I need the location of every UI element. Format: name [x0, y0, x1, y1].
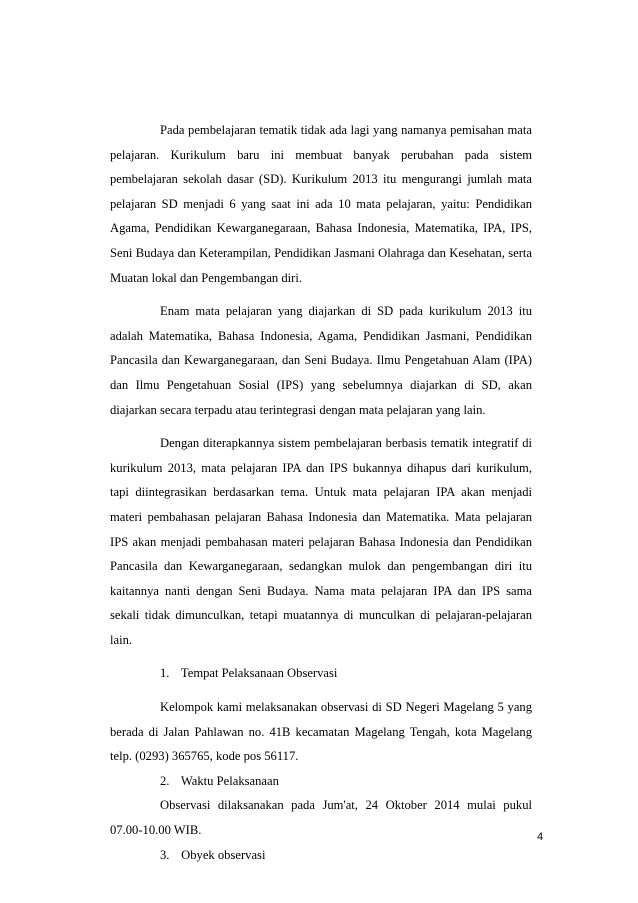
list-number: 1.: [160, 666, 170, 681]
paragraph-time: Observasi dilaksanakan pada Jum'at, 24 Oktober 2014 mulai pukul 07.00-10.00 WIB.: [110, 798, 532, 838]
list-number: 3.: [160, 847, 170, 862]
list-item-object: [110, 843, 532, 868]
paragraph-thematic-learning: Pada pembelajaran tematik tidak ada lagi yang namanya pemisahan mata pelajaran. Kurikulum baru ini membuat banyak perubahan pada sistem pembelajaran sekolah dasar (SD). Kurikulum 2013 itu mengurangi jumlah mata pelajaran SD menjadi 6 yang saat ini ada 10 mata pelajaran, yaitu: Pendidikan Agama, Pendidikan Kewarganegaraan, Bahasa Indonesia, Matematika, IPA, IPS, Seni Budaya dan Keterampilan, Pendidikan Jasmani Olahraga dan Kesehatan, serta Muatan lokal dan Pengembangan diri.: [110, 123, 532, 285]
paragraph-integration: Dengan diterapkannya sistem pembelajaran berbasis tematik integratif di kurikulum 2013, mata pelajaran IPA dan IPS bukannya dihapus dari kurikulum, tapi diintegrasikan berdasarkan tema. Untuk mata pelajaran IPA akan menjadi materi pembahasan pelajaran Bahasa Indonesia dan Matematika. Mata pelajaran IPS akan menjadi pembahasan materi pelajaran Bahasa Indonesia dan Pendidikan Pancasila dan Kewarganegaraan, sedangkan mulok dan pengembangan diri itu kaitannya nanti dengan Seni Budaya. Nama mata pelajaran IPA dan IPS sama sekali tidak dimunculkan, tetapi muatannya di munculkan di pelajaran-pelajaran lain.: [110, 436, 532, 647]
list-number: 2.: [160, 773, 170, 788]
list-item-label: Obyek observasi: [181, 847, 266, 862]
page-number: 4: [537, 831, 544, 843]
list-item-label: Waktu Pelaksanaan: [180, 773, 279, 788]
page-content: [110, 118, 532, 867]
list-item-location: [110, 661, 532, 686]
paragraph-six-subjects: Enam mata pelajaran yang diajarkan di SD pada kurikulum 2013 itu adalah Matematika, Bahasa Indonesia, Agama, Pendidikan Jasmani, Pendidikan Pancasila dan Kewarganegaraan, dan Seni Budaya. Ilmu Pengetahuan Alam (IPA) dan Ilmu Pengetahuan Sosial (IPS) yang sebelumnya diajarkan di SD, akan diajarkan secara terpadu atau terintegrasi dengan mata pelajaran yang lain.: [110, 304, 532, 417]
paragraph-location: Kelompok kami melaksanakan observasi di SD Negeri Magelang 5 yang berada di Jalan Pahlawan no. 41B kecamatan Magelang Tengah, kota Magelang telp. (0293) 365765, kode pos 56117.: [110, 700, 532, 764]
list-item-time: [110, 769, 532, 794]
list-item-label: Tempat Pelaksanaan Observasi: [180, 666, 338, 681]
